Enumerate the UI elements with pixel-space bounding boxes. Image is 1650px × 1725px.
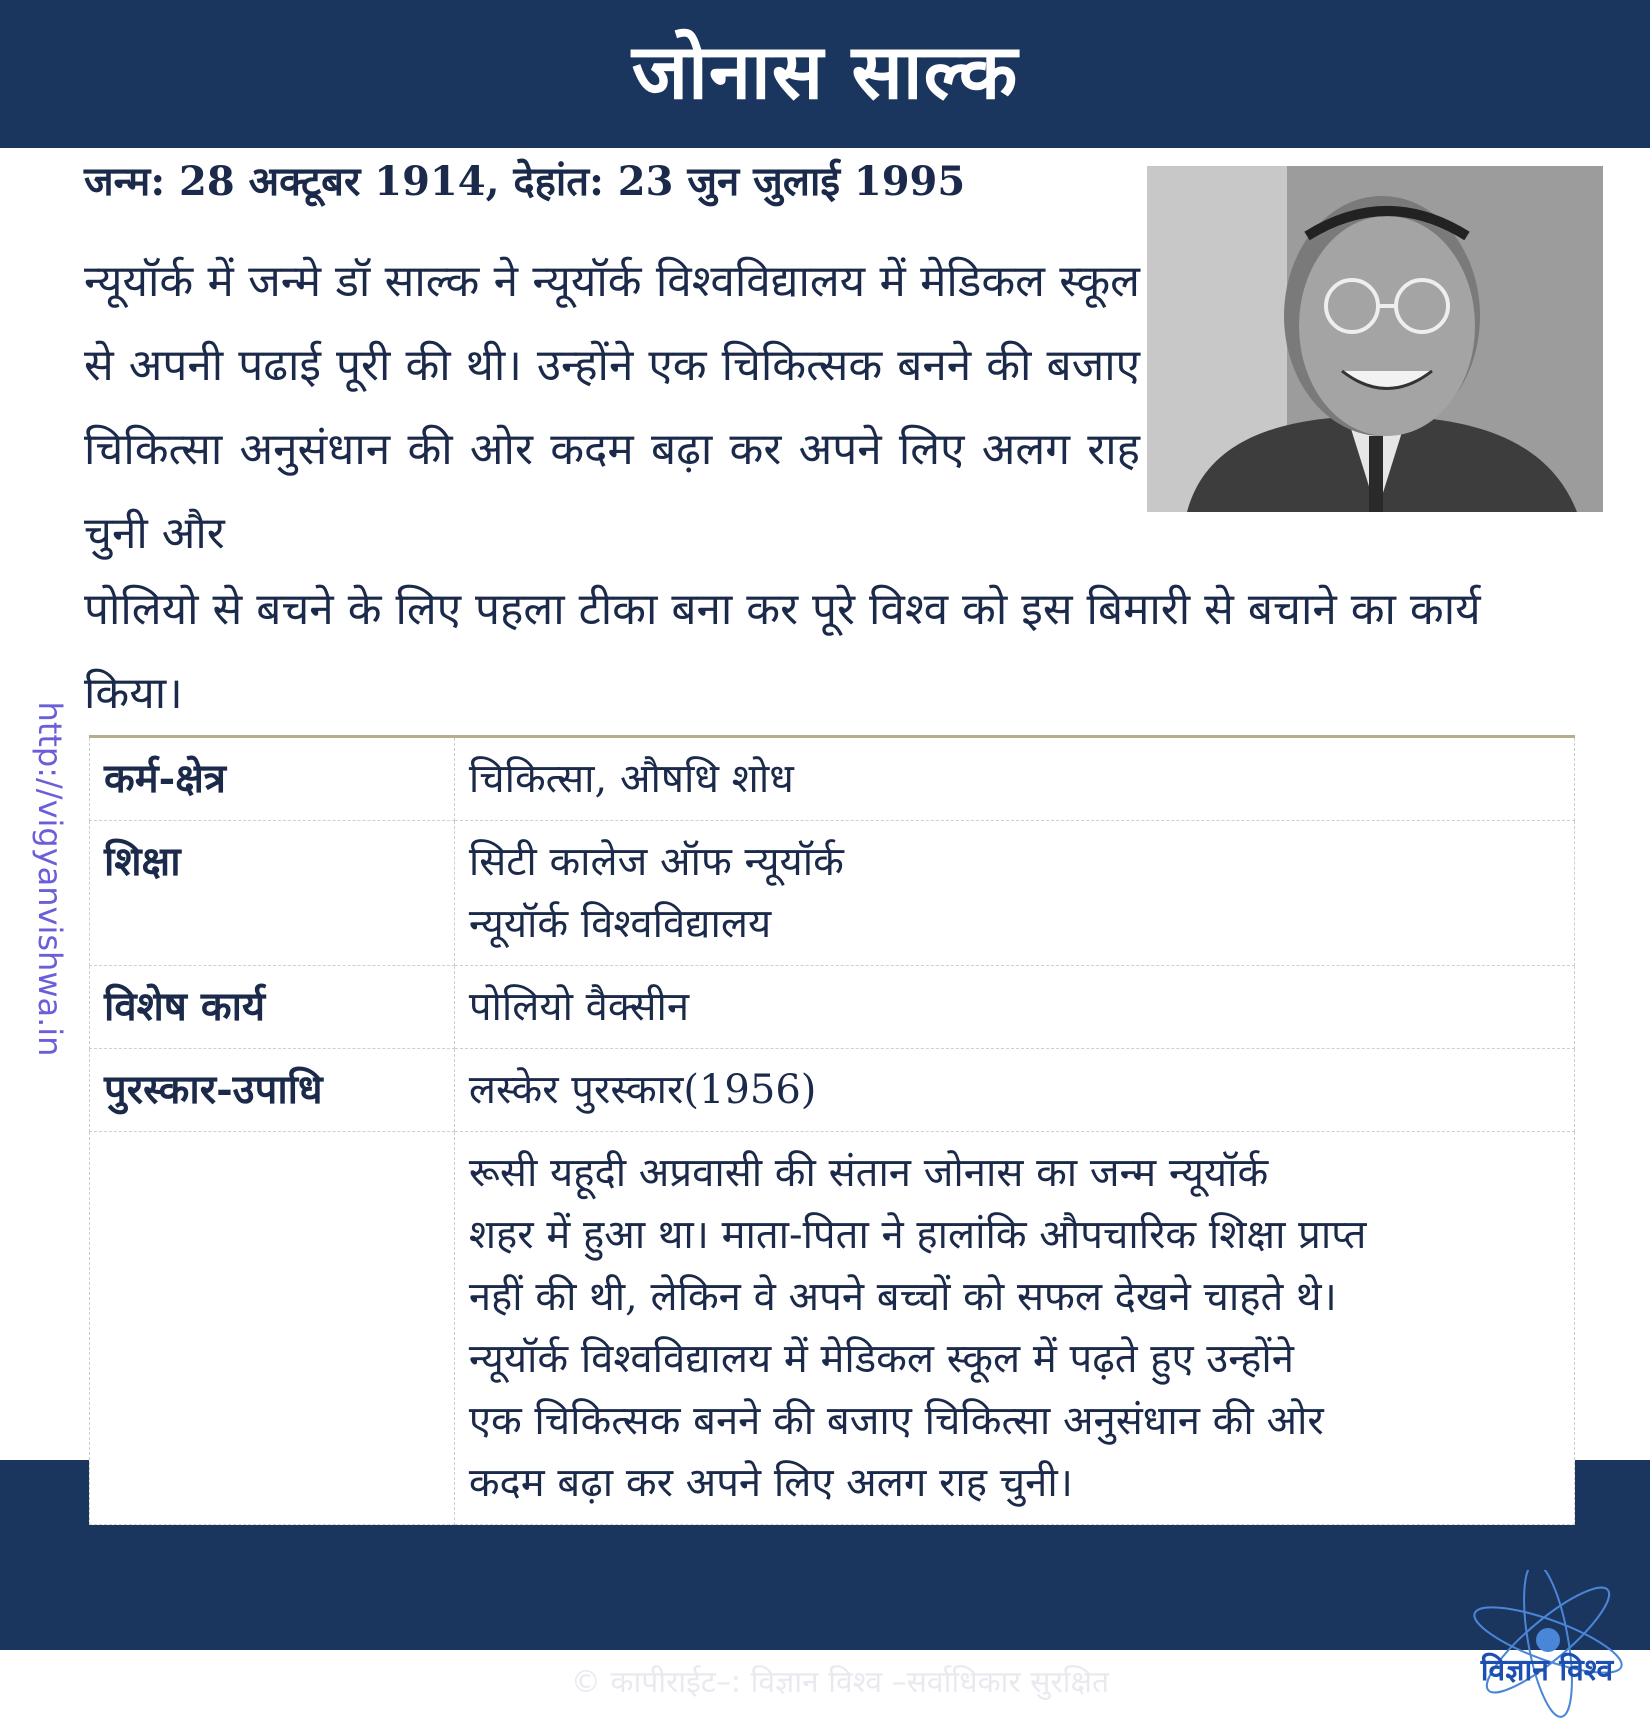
copyright-notice: © कापीराईट–: विज्ञान विश्व –सर्वाधिकार सुरक्षित (570, 1665, 1110, 1700)
intro-paragraph-part2: पोलियो से बचने के लिए पहला टीका बना कर पूरे विश्व को इस बिमारी से बचाने का कार्य किया। (84, 584, 1481, 719)
intro-paragraph-part1: न्यूयॉर्क में जन्मे डॉ साल्क ने न्यूयॉर्क विश्वविद्यालय में मेडिकल स्कूल से अपनी पढाई पूरी की थी। उन्होंने एक चिकित्सक बनने की बजाए चिकित्सा अनुसंधान की ओर कदम बढ़ा कर अपने लिए अलग राह चुनी और (84, 256, 1140, 559)
row-label: पुरस्कार-उपाधि (90, 1049, 455, 1132)
portrait-photo (1147, 166, 1603, 512)
row-value (454, 821, 1574, 966)
value-line: लस्केर पुरस्कार(1956) (468, 1067, 817, 1113)
logo-text: विज्ञान विश्व (1480, 1653, 1614, 1688)
value-line: एक चिकित्सक बनने की बजाए चिकित्सा अनुसंधान की ओर (468, 1398, 1324, 1444)
value-line: पोलियो वैक्सीन (468, 984, 690, 1030)
value-line: रूसी यहूदी अप्रवासी की संतान जोनास का जन्म न्यूयॉर्क (468, 1150, 1269, 1196)
value-line: सिटी कालेज ऑफ न्यूयॉर्क (468, 839, 844, 885)
value-line: शहर में हुआ था। माता-पिता ने हालांकि औपचारिक शिक्षा प्राप्त (468, 1212, 1367, 1258)
birth-death-dates: जन्म: 28 अक्टूबर 1914, देहांत: 23 जुन जुलाई 1995 (84, 158, 966, 205)
value-line: न्यूयॉर्क विश्वविद्यालय (468, 901, 772, 947)
row-label (90, 1132, 455, 1525)
table-row (90, 1132, 1575, 1525)
table-row (90, 966, 1575, 1049)
table-row (90, 821, 1575, 966)
page-title: जोनास साल्क (631, 27, 1019, 116)
website-url[interactable]: http://vigyanvishwa.in (31, 701, 69, 1057)
atom-logo-icon (1458, 1570, 1638, 1720)
table-row (90, 1049, 1575, 1132)
row-label: कर्म-क्षेत्र (90, 737, 455, 821)
table-row (90, 737, 1575, 821)
row-value (454, 966, 1574, 1049)
value-line: न्यूयॉर्क विश्वविद्यालय में मेडिकल स्कूल में पढ़ते हुए उन्होंने (468, 1336, 1294, 1382)
row-value (454, 1132, 1574, 1525)
row-label: विशेष कार्य (90, 966, 455, 1049)
portrait-illustration (1147, 166, 1603, 512)
row-value (454, 1049, 1574, 1132)
value-line: कदम बढ़ा कर अपने लिए अलग राह चुनी। (468, 1460, 1073, 1506)
row-label: शिक्षा (90, 821, 455, 966)
value-line: नहीं की थी, लेकिन वे अपने बच्चों को सफल देखने चाहते थे। (468, 1274, 1337, 1320)
value-line: चिकित्सा, औषधि शोध (468, 756, 794, 802)
info-table (89, 735, 1575, 1525)
row-value (454, 737, 1574, 821)
